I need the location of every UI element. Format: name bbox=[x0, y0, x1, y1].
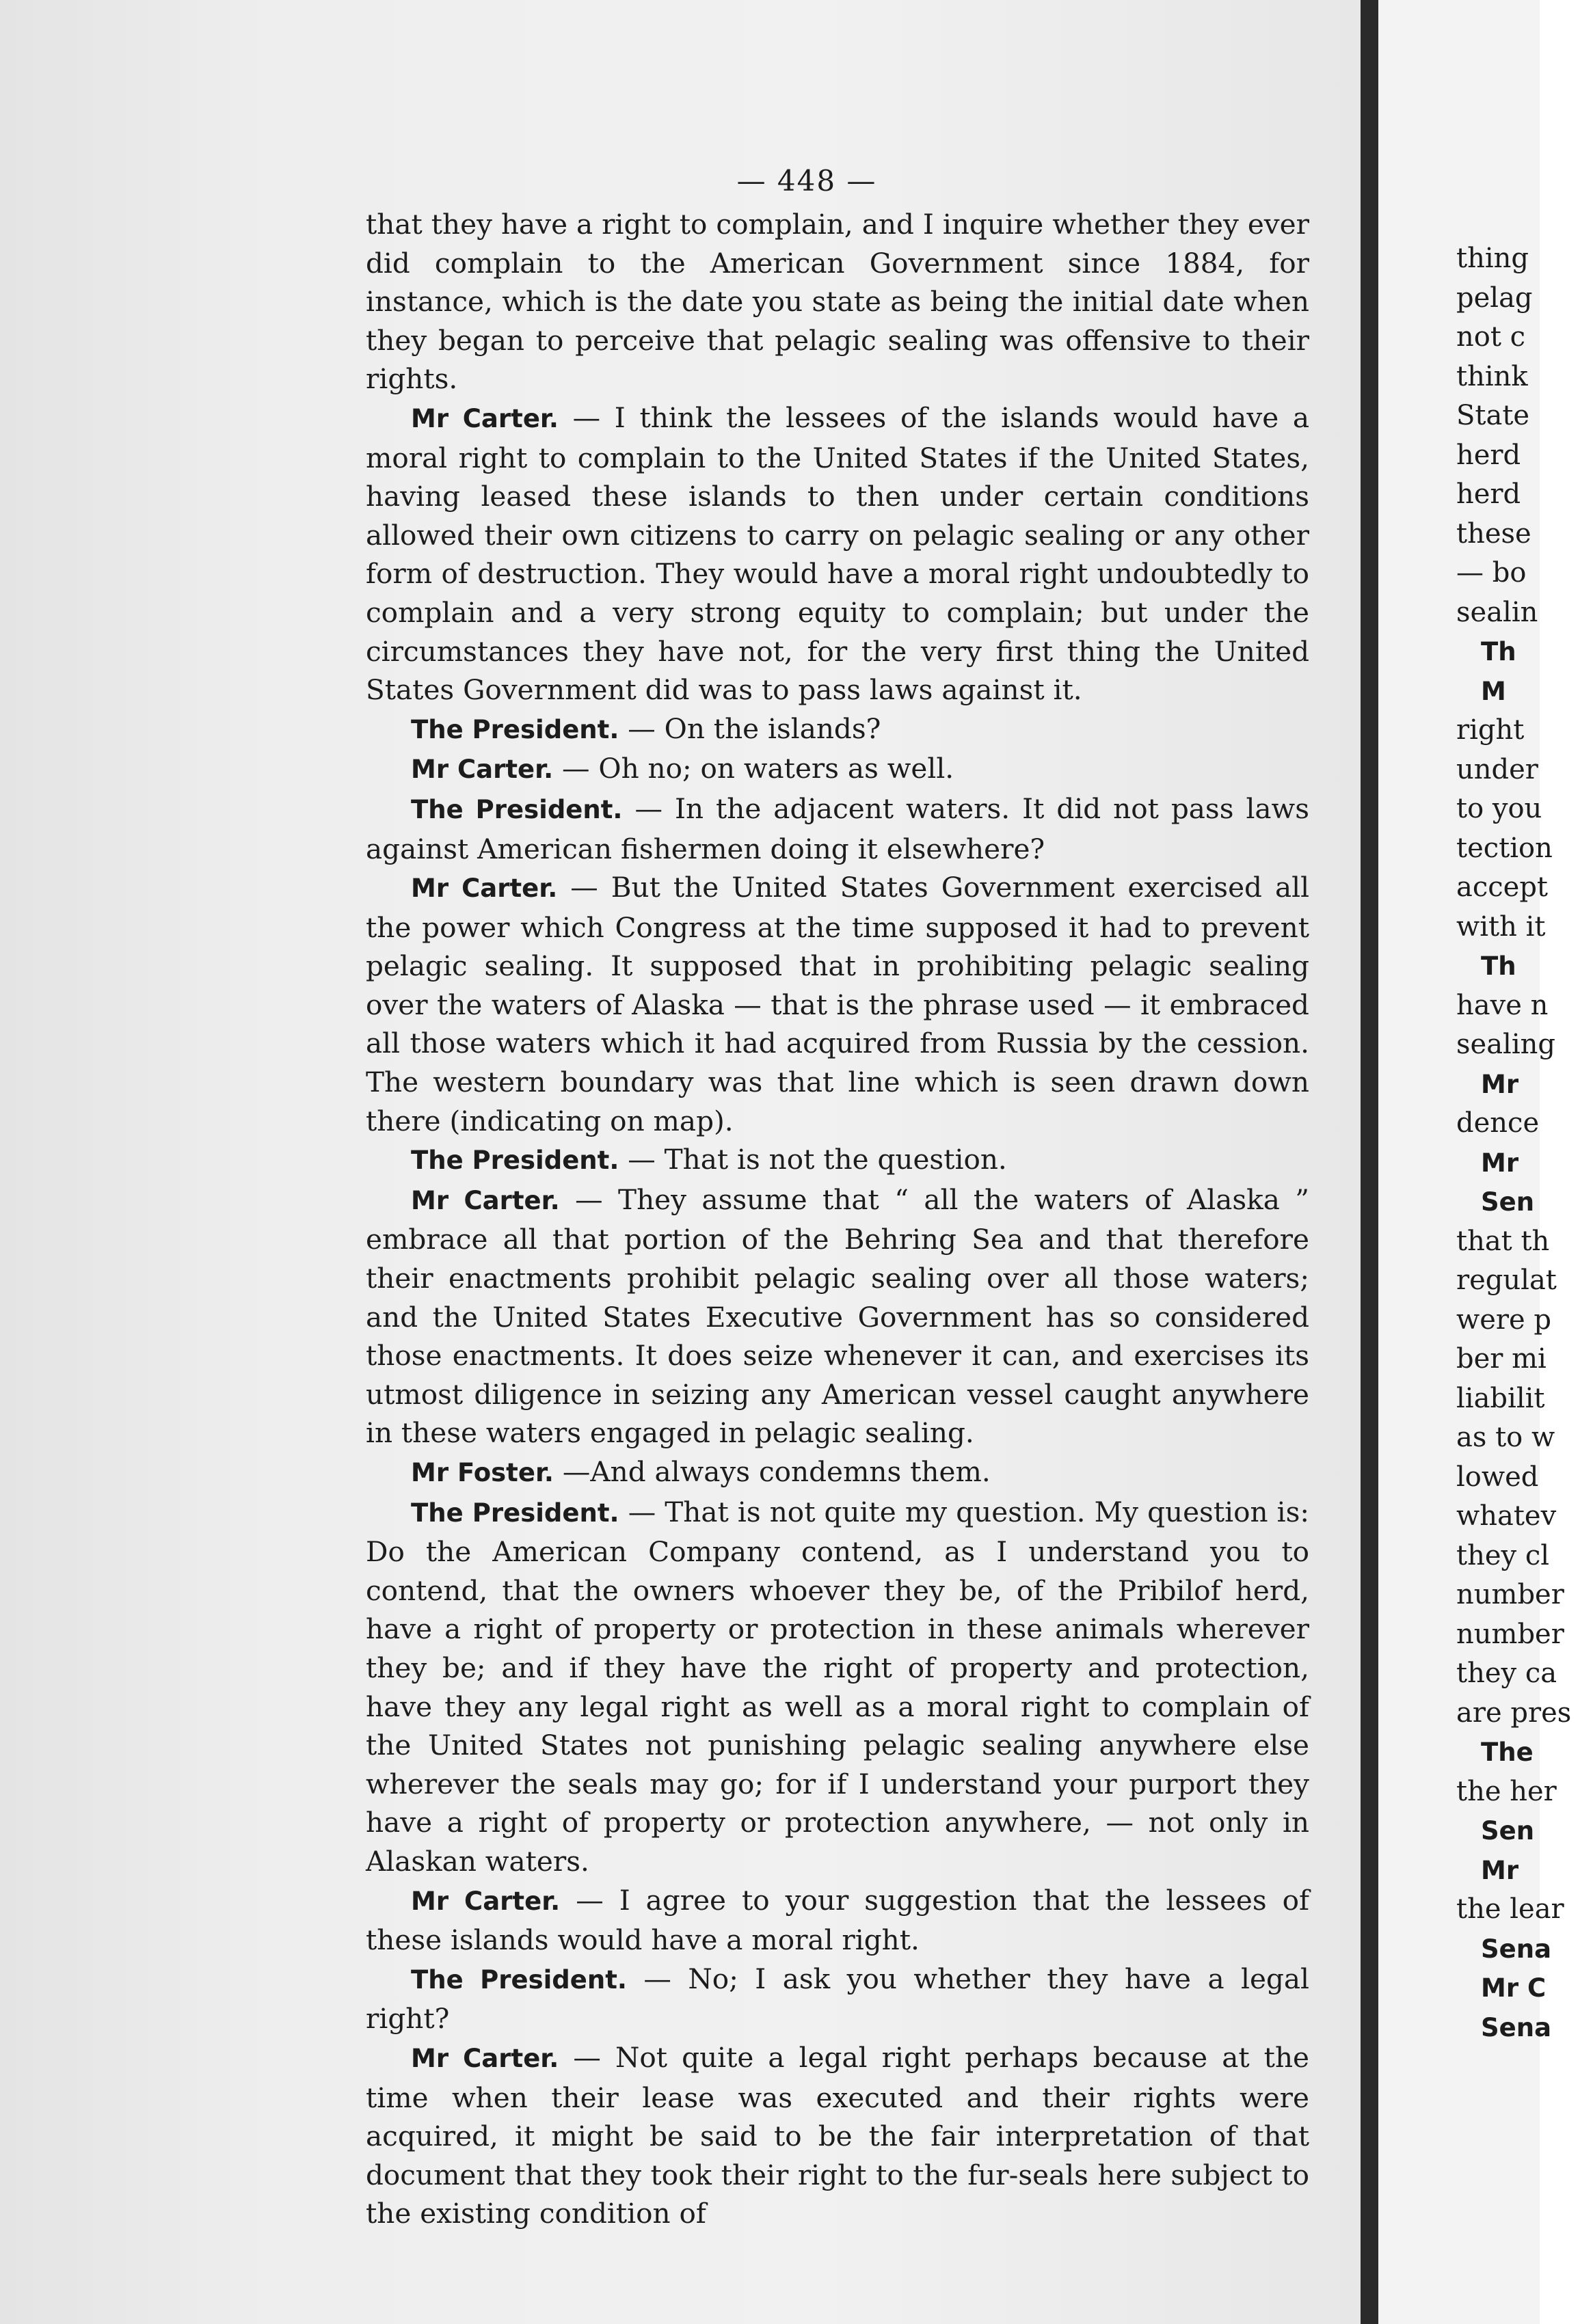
dialogue-paragraph bbox=[366, 710, 1309, 750]
dialogue-paragraph bbox=[366, 789, 1309, 868]
facing-page-line: M bbox=[1481, 676, 1506, 706]
speaker-name: Mr Carter. bbox=[411, 874, 558, 904]
facing-page-line: tection bbox=[1456, 832, 1553, 864]
paragraph-text: — I think the lessees of the islands would have a moral right to complain to the United States if the United States, having leased these islands to then under certain conditions allowed their own citizens to carry on pelagic sealing or any other form of destruction. They would have a moral right undoubtedly to complain and a very strong equity to complain; but under the circumstances they have not, for the very first thing the United States Government did was to pass laws against it. bbox=[366, 401, 1309, 707]
facing-page-line: under bbox=[1456, 753, 1538, 785]
facing-page-line: Mr bbox=[1481, 1855, 1519, 1885]
facing-page-line: regulat bbox=[1456, 1265, 1557, 1296]
speaker-name: The President. bbox=[411, 1146, 619, 1176]
facing-page-line: right bbox=[1456, 714, 1525, 746]
facing-page-line: sealing bbox=[1456, 1029, 1555, 1060]
speaker-name: Mr Carter. bbox=[411, 1886, 561, 1916]
facing-page-line: Sen bbox=[1481, 1187, 1535, 1217]
speaker-name: Mr Foster. bbox=[411, 1458, 554, 1487]
paragraph-text: — Not quite a legal right perhaps because at the time when their lease was executed and their rights were acquired, it might be said to be the fair interpretation of that document that they took their right to the fur-seals here subject to the existing condition of bbox=[366, 2040, 1310, 2230]
dialogue-paragraph bbox=[366, 1452, 1309, 1493]
facing-page-line: Sena bbox=[1481, 1934, 1552, 1964]
paragraph-text: — But the United States Government exercised all the power which Congress at the time supposed it had to prevent pelagic sealing. It supposed that in prohibiting pelagic sealing over the waters of Alaska — that is the phrase used — it embraced all those waters which it had acquired from Russia by the cession. The western boundary was that line which is seen drawn down there (indicating on map). bbox=[366, 871, 1310, 1137]
paragraph-text: — They assume that “ all the waters of Alaska ” embrace all that portion of the Behring Sea and that therefore their enactments prohibit pelagic sealing over all those waters; and the United States Executive Government has so considered those enactments. It does seize whenever it can, and exercises its utmost diligence in seizing any American vessel caught anywhere in these waters engaged in pelagic sealing. bbox=[366, 1183, 1310, 1450]
facing-page-line: Mr bbox=[1481, 1148, 1519, 1178]
facing-page-line: — bo bbox=[1456, 557, 1527, 589]
facing-page-line: Th bbox=[1481, 951, 1516, 981]
speaker-name: Mr Carter. bbox=[411, 403, 559, 433]
dialogue-paragraph bbox=[366, 1180, 1309, 1452]
paragraph-text: — No; I ask you whether they have a legal right? bbox=[366, 1962, 1309, 2036]
paragraph-text: —And always condemns them. bbox=[562, 1455, 991, 1488]
facing-page-line: that th bbox=[1456, 1225, 1550, 1257]
facing-page-line: the lear bbox=[1456, 1893, 1564, 1925]
facing-page-line: dence bbox=[1456, 1107, 1540, 1139]
facing-page-line: number bbox=[1456, 1579, 1564, 1610]
facing-page-line: Sena bbox=[1481, 2012, 1552, 2042]
facing-page-line: herd bbox=[1456, 478, 1521, 510]
facing-page-text-fragments bbox=[1456, 239, 1593, 2047]
paragraph-text: — Oh no; on waters as well. bbox=[562, 752, 954, 785]
facing-page-line: they cl bbox=[1456, 1539, 1550, 1571]
page-text-block bbox=[366, 205, 1309, 2233]
facing-page-line: whatev bbox=[1456, 1500, 1557, 1532]
facing-page-line: liabilit bbox=[1456, 1382, 1545, 1414]
book-gutter bbox=[1361, 0, 1378, 2324]
page-number: — 448 — bbox=[736, 164, 877, 198]
paragraph-text: — I agree to your suggestion that the lessees of these islands would have a moral right. bbox=[366, 1883, 1310, 1957]
facing-page-line: they ca bbox=[1456, 1658, 1557, 1689]
dialogue-paragraph bbox=[366, 868, 1309, 1140]
dialogue-paragraph bbox=[366, 1140, 1309, 1180]
paragraph-text: — That is not quite my question. My question is: Do the American Company contend, as I understand you to contend, that the owners whoever they be, of the Pribilof herd, have a right of property or protection in these animals wherever they be; and if they have the right of property and protection, have they any legal right as well as a moral right to complain of the United States not punishing pelagic sealing anywhere else wherever the seals may go; for if I understand your purport they have a right of property or protection anywhere, — not only in Alaskan waters. bbox=[366, 1495, 1309, 1878]
facing-page-line: sealin bbox=[1456, 596, 1538, 628]
facing-page-line: Mr C bbox=[1481, 1973, 1547, 2003]
facing-page-line: ber mi bbox=[1456, 1343, 1547, 1375]
speaker-name: The President. bbox=[411, 794, 623, 824]
facing-page-line: are pres bbox=[1456, 1697, 1572, 1729]
dialogue-paragraph bbox=[366, 205, 1309, 398]
speaker-name: Mr Carter. bbox=[411, 755, 554, 785]
facing-page-line: with it bbox=[1456, 910, 1546, 943]
facing-page-line: as to w bbox=[1456, 1422, 1555, 1453]
dialogue-paragraph bbox=[366, 1881, 1309, 1960]
speaker-name: Mr Carter. bbox=[411, 1185, 560, 1215]
paragraph-text: — That is not the question. bbox=[628, 1143, 1007, 1176]
facing-page-line: herd bbox=[1456, 439, 1521, 471]
facing-page-line: not c bbox=[1456, 321, 1526, 353]
facing-page-line: Th bbox=[1481, 637, 1516, 666]
facing-page-line: Mr bbox=[1481, 1069, 1519, 1099]
facing-page-line: State bbox=[1456, 400, 1530, 431]
speaker-name: The President. bbox=[411, 1498, 619, 1528]
facing-page-line: The bbox=[1481, 1738, 1534, 1767]
facing-page-line: lowed bbox=[1456, 1461, 1539, 1493]
dialogue-paragraph bbox=[366, 749, 1309, 789]
dialogue-paragraph bbox=[366, 2038, 1309, 2233]
facing-page-line: these bbox=[1456, 517, 1531, 550]
facing-page-line: to you bbox=[1456, 793, 1542, 824]
facing-page-line: pelag bbox=[1456, 282, 1533, 314]
facing-page-line: Sen bbox=[1481, 1816, 1535, 1846]
facing-page-line: the her bbox=[1456, 1775, 1557, 1807]
facing-page-line: thing bbox=[1456, 243, 1529, 274]
facing-page-line: think bbox=[1456, 360, 1528, 392]
paragraph-text: — In the adjacent waters. It did not pass laws against American fishermen doing it elsewhere? bbox=[366, 792, 1309, 865]
paragraph-text: — On the islands? bbox=[628, 712, 881, 745]
facing-page-line: accept bbox=[1456, 871, 1549, 903]
facing-page-line: number bbox=[1456, 1618, 1564, 1650]
facing-page-line: have n bbox=[1456, 989, 1549, 1021]
paragraph-text: that they have a right to complain, and I inquire whether they ever did complain to the American Government since 1884, for instance, which is the date you state as being the initial date when they began to perceive that pelagic sealing was offensive to their rights. bbox=[366, 208, 1309, 396]
speaker-name: Mr Carter. bbox=[411, 2043, 559, 2073]
dialogue-paragraph bbox=[366, 1960, 1309, 2038]
facing-page-line: were p bbox=[1456, 1303, 1552, 1336]
speaker-name: The President. bbox=[411, 1964, 627, 1995]
dialogue-paragraph bbox=[366, 1493, 1309, 1881]
speaker-name: The President. bbox=[411, 714, 619, 744]
dialogue-paragraph bbox=[366, 398, 1309, 710]
